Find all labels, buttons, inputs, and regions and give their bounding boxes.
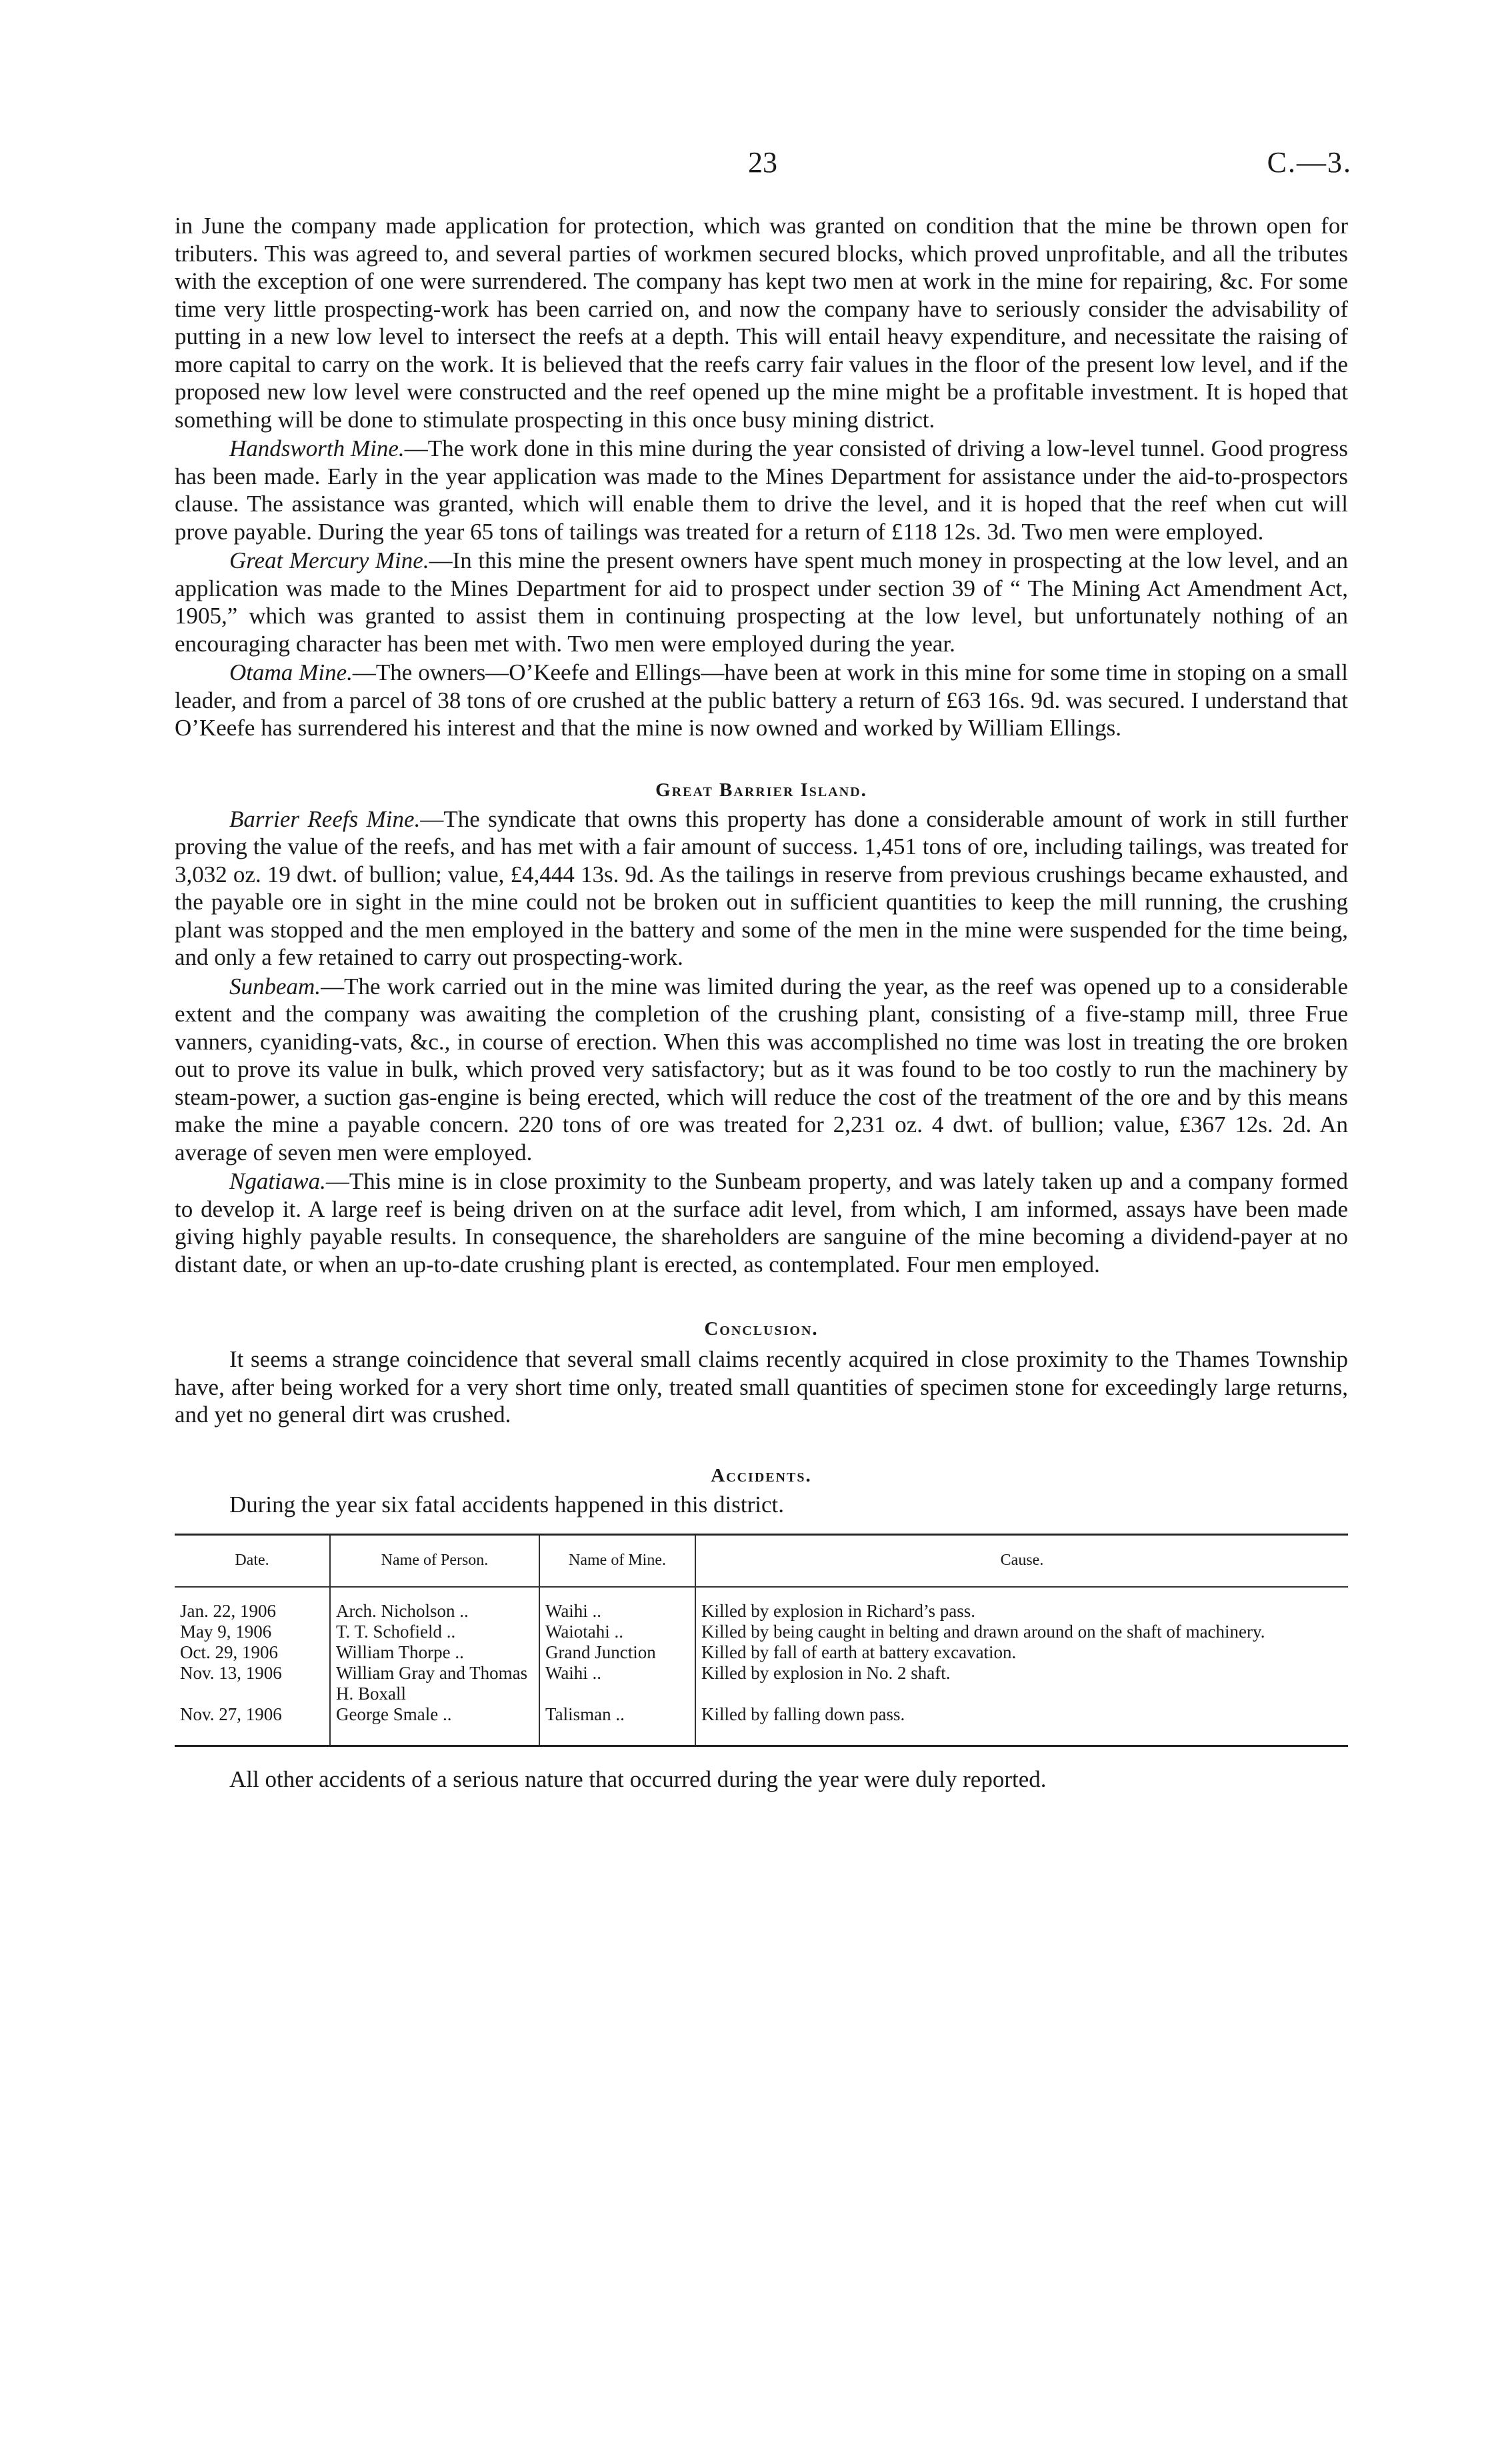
page-number: 23: [748, 146, 777, 179]
paragraph-lead: Great Mercury Mine.: [229, 547, 429, 573]
column-header-mine: Name of Mine.: [539, 1534, 695, 1587]
cell-person: George Smale ..: [330, 1704, 539, 1746]
column-header-person: Name of Person.: [330, 1534, 539, 1587]
cell-mine: Waiotahi ..: [539, 1622, 695, 1642]
table-header-row: [175, 1534, 1348, 1587]
paragraph-handsworth-mine: Handsworth Mine.—The work done in this mine during the year consisted of driving a low-level tunnel. Good progress has been made. Early in the year application was made to the Mines Department for assistance under the aid-to-prospectors clause. The assistance was granted, which will enable them to drive the level, and it is hoped that the reef when cut will prove payable. During the year 65 tons of tailings was treated for a return of £118 12s. 3d. Two men were employed.: [175, 435, 1348, 545]
cell-date: Jan. 22, 1906: [180, 1600, 276, 1621]
paragraph-lead: Otama Mine.: [229, 659, 353, 685]
cell-cause: Killed by falling down pass.: [695, 1704, 1348, 1746]
cell-date: Oct. 29, 1906: [180, 1642, 278, 1662]
cell-date: May 9, 1906: [180, 1621, 272, 1642]
cell-cause: Killed by fall of earth at battery excavation.: [695, 1642, 1348, 1663]
paragraph-lead: Barrier Reefs Mine.: [229, 805, 421, 832]
section-heading-conclusion: Conclusion.: [704, 1318, 819, 1340]
cell-person: T. T. Schofield ..: [330, 1622, 539, 1642]
cell-mine: Talisman ..: [539, 1704, 695, 1746]
accidents-intro: During the year six fatal accidents happened in this district.: [229, 1491, 784, 1518]
paragraph-sunbeam: Sunbeam.—The work carried out in the mine was limited during the year, as the reef was opened up to a considerable extent and the company was awaiting the completion of the crushing plant, consisting of a five-stamp mill, three Frue vanners, cyaniding-vats, &c., in course of erection. When this was accomplished no time was lost in treating the ore broken out to prove its value in bulk, which proved very satisfactory; but as it was found to be too costly to run the machinery by steam-power, a suction gas-engine is being erected, which will reduce the cost of the treatment of the ore and by this means make the mine a payable concern. 220 tons of ore was treated for 2,231 oz. 4 dwt. of bullion; value, £367 12s. 2d. An average of seven men were employed.: [175, 973, 1348, 1165]
cell-cause: Killed by explosion in Richard’s pass.: [695, 1587, 1348, 1622]
cell-person: Arch. Nicholson ..: [330, 1587, 539, 1622]
table-row: [175, 1622, 1348, 1642]
section-heading-accidents: Accidents.: [711, 1464, 812, 1486]
accidents-table: [175, 1534, 1348, 1747]
cell-person: William Gray and Thomas H. Boxall: [330, 1663, 539, 1704]
cell-cause: Killed by explosion in No. 2 shaft.: [695, 1663, 1348, 1704]
cell-date: Nov. 27, 1906: [180, 1704, 282, 1724]
table-row: [175, 1704, 1348, 1746]
paragraph-continuation: in June the company made application for protection, which was granted on condition that the mine be thrown open for tributers. This was agreed to, and several parties of workmen secured blocks, which proved unprofitable, and all the tributes with the exception of one were surrendered. The company has kept two men at work in the mine for repairing, &c. For some time very little prospecting-work has been carried on, and now the company have to seriously consider the advisability of putting in a new low level to intersect the reefs at a depth. This will entail heavy expenditure, and necessitate the raising of more capital to carry on the work. It is believed that the reefs carry fair values in the floor of the present low level, and if the proposed new low level were constructed and the reef opened up the mine might be a profitable investment. It is hoped that something will be done to stimulate prospecting in this once busy mining district.: [175, 213, 1348, 433]
cell-cause: Killed by being caught in belting and drawn around on the shaft of machinery.: [695, 1622, 1348, 1642]
cell-date: Nov. 13, 1906: [180, 1662, 282, 1683]
cell-mine: Grand Junction: [539, 1642, 695, 1663]
paragraph-ngatiawa: Ngatiawa.—This mine is in close proximity to the Sunbeam property, and was lately taken up and a company formed to develop it. A large reef is being driven on at the surface adit level, from which, I am informed, assays have been made giving highly payable results. In consequence, the shareholders are sanguine of the mine becoming a dividend-payer at no distant date, or when an up-to-date crushing plant is erected, as contemplated. Four men employed.: [175, 1168, 1348, 1278]
paragraph-barrier-reefs-mine: Barrier Reefs Mine.—The syndicate that owns this property has done a considerable amount of work in still further proving the value of the reefs, and has met with a fair amount of success. 1,451 tons of ore, including tailings, was treated for 3,032 oz. 19 dwt. of bullion; value, £4,444 13s. 9d. As the tailings in reserve from previous crushings became exhausted, and the payable ore in sight in the mine could not be broken out in sufficient quantities to keep the mill running, the crushing plant was stopped and the men employed in the battery and some of the men in the mine were suspended for the time being, and only a few retained to carry out prospecting-work.: [175, 805, 1348, 970]
page-header: [0, 145, 1512, 185]
paragraph-great-mercury-mine: Great Mercury Mine.—In this mine the present owners have spent much money in prospecting at the low level, and an application was made to the Mines Department for aid to prospect under section 39 of “ The Mining Act Amendment Act, 1905,” which was granted to assist them in continuing prospecting at the low level, but unfortunately nothing of an encouraging character has been met with. Two men were employed during the year.: [175, 547, 1348, 657]
table-row: [175, 1663, 1348, 1704]
document-reference: C.—3.: [1267, 146, 1352, 179]
column-header-date: Date.: [175, 1534, 330, 1587]
cell-mine: Waihi ..: [539, 1663, 695, 1704]
table-row: [175, 1587, 1348, 1622]
paragraph-lead: Sunbeam.: [229, 973, 321, 999]
table-row: [175, 1642, 1348, 1663]
cell-person: William Thorpe ..: [330, 1642, 539, 1663]
paragraph-lead: Handsworth Mine.: [229, 435, 405, 461]
cell-mine: Waihi ..: [539, 1587, 695, 1622]
paragraph-lead: Ngatiawa.: [229, 1168, 326, 1194]
section-heading-great-barrier: Great Barrier Island.: [655, 779, 867, 801]
paragraph-otama-mine: Otama Mine.—The owners—O’Keefe and Ellings—have been at work in this mine for some time in stoping on a small leader, and from a parcel of 38 tons of ore crushed at the public battery a return of £63 16s. 9d. was secured. I understand that O’Keefe has surrendered his interest and that the mine is now owned and worked by William Ellings.: [175, 659, 1348, 741]
page-body: [175, 212, 1348, 1794]
column-header-cause: Cause.: [695, 1534, 1348, 1587]
paragraph-conclusion: It seems a strange coincidence that several small claims recently acquired in close proximity to the Thames Township have, after being worked for a very short time only, treated small quantities of specimen stone for exceedingly large returns, and yet no general dirt was crushed.: [175, 1346, 1348, 1428]
accidents-closing: All other accidents of a serious nature that occurred during the year were duly reported.: [229, 1766, 1047, 1792]
